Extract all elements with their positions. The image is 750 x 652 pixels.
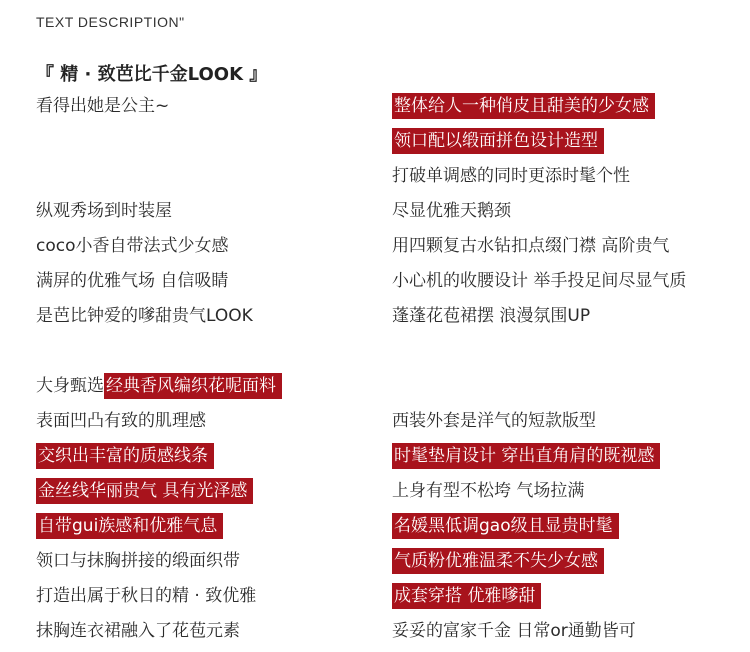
highlighted-text: 成套穿搭 优雅嗲甜	[392, 583, 541, 609]
line-text: 蓬蓬花苞裙摆 浪漫氛围UP	[392, 306, 591, 326]
description-line	[36, 337, 282, 372]
description-line	[36, 162, 282, 197]
line-text: 小心机的收腰设计 举手投足间尽显气质	[392, 271, 687, 291]
line-text: 纵观秀场到时装屋	[36, 201, 172, 221]
description-line	[392, 232, 686, 267]
description-line	[392, 547, 686, 582]
line-text: 尽显优雅天鹅颈	[392, 201, 511, 221]
line-text: coco小香自带法式少女感	[36, 236, 229, 256]
description-line	[392, 512, 686, 547]
description-line	[36, 477, 282, 512]
line-text: 表面凹凸有致的肌理感	[36, 411, 206, 431]
description-line	[392, 267, 686, 302]
description-line	[36, 92, 282, 127]
line-text: 是芭比钟爱的嗲甜贵气LOOK	[36, 306, 253, 326]
line-text: 西装外套是洋气的短款版型	[392, 411, 596, 431]
description-line	[392, 127, 686, 162]
line-text: 打造出属于秋日的精 · 致优雅	[36, 586, 257, 606]
description-line	[36, 512, 282, 547]
line-text: 满屏的优雅气场 自信吸睛	[36, 271, 229, 291]
description-line	[36, 267, 282, 302]
right-description-column	[392, 92, 686, 652]
line-text: 大身甄选	[36, 376, 104, 396]
line-text: 看得出她是公主~	[36, 96, 170, 116]
highlighted-text: 交织出丰富的质感线条	[36, 443, 214, 469]
description-line	[392, 407, 686, 442]
left-description-column	[36, 92, 282, 652]
description-line	[392, 92, 686, 127]
description-line	[392, 477, 686, 512]
highlighted-text: 自带gui族感和优雅气息	[36, 513, 223, 539]
line-text: 妥妥的富家千金 日常or通勤皆可	[392, 621, 636, 641]
highlighted-text: 金丝线华丽贵气 具有光泽感	[36, 478, 253, 504]
description-line	[392, 302, 686, 337]
line-text: 打破单调感的同时更添时髦个性	[392, 166, 630, 186]
highlighted-text: 领口配以缎面拼色设计造型	[392, 128, 604, 154]
description-line	[36, 582, 282, 617]
product-title: 『 精 · 致芭比千金LOOK 』	[36, 64, 268, 85]
description-line	[36, 442, 282, 477]
description-line	[36, 127, 282, 162]
line-text: 用四颗复古水钻扣点缀门襟 高阶贵气	[392, 236, 670, 256]
highlighted-text: 经典香风编织花呢面料	[104, 373, 282, 399]
highlighted-text: 时髦垫肩设计 穿出直角肩的既视感	[392, 443, 660, 469]
line-text: 领口与抹胸拼接的缎面织带	[36, 551, 240, 571]
description-line	[392, 617, 686, 652]
description-line	[36, 197, 282, 232]
description-line	[36, 407, 282, 442]
description-line	[36, 547, 282, 582]
highlighted-text: 整体给人一种俏皮且甜美的少女感	[392, 93, 655, 119]
description-line	[36, 232, 282, 267]
highlighted-text: 气质粉优雅温柔不失少女感	[392, 548, 604, 574]
line-text: 上身有型不松垮 气场拉满	[392, 481, 585, 501]
description-line	[36, 372, 282, 407]
highlighted-text: 名媛黑低调gao级且显贵时髦	[392, 513, 619, 539]
description-line	[392, 582, 686, 617]
description-line	[392, 337, 686, 372]
description-line	[392, 162, 686, 197]
line-text: 抹胸连衣裙融入了花苞元素	[36, 621, 240, 641]
description-line	[392, 442, 686, 477]
description-line	[36, 617, 282, 652]
description-line	[392, 372, 686, 407]
description-line	[36, 302, 282, 337]
description-line	[392, 197, 686, 232]
section-header: TEXT DESCRIPTION"	[36, 14, 185, 30]
